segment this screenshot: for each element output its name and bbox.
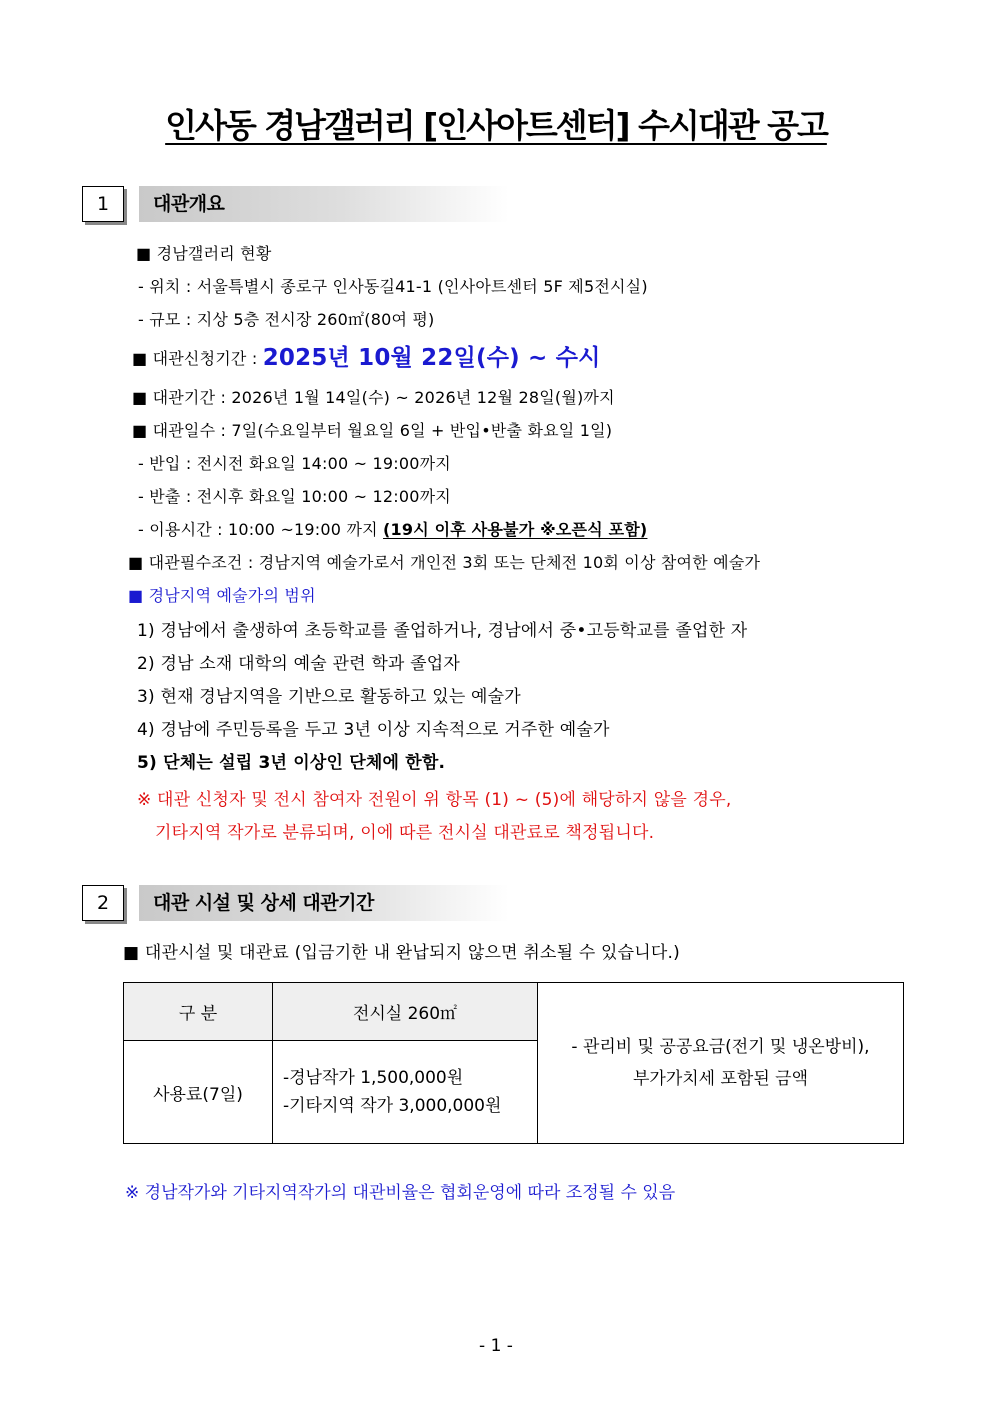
table-row-label: 사용료(7일) — [124, 1041, 273, 1144]
rental-days-line: ■ 대관일수 : 7일(수요일부터 월요일 6일 + 반입•반출 화요일 1일) — [132, 421, 613, 440]
fee-gyeongnam: -경남작가 1,500,000원 — [283, 1068, 464, 1088]
section-heading: 대관개요 — [139, 186, 509, 222]
scope-item: 3) 현재 경남지역을 기반으로 활동하고 있는 예술가 — [137, 687, 521, 707]
usage-hours-line — [138, 517, 647, 540]
page-number: - 1 - — [479, 1336, 513, 1356]
rental-period-line: ■ 대관기간 : 2026년 1월 14일(수) ~ 2026년 12월 28일(월)까지 — [132, 388, 615, 407]
apply-period-value: 2025년 10월 22일(수) ~ 수시 — [262, 345, 601, 371]
warning-line-1: ※ 대관 신청자 및 전시 참여자 전원이 위 항목 (1) ~ (5)에 해당하지 않을 경우, — [137, 790, 732, 810]
warning-line-2: 기타지역 작가로 분류되며, 이에 따른 전시실 대관료로 책정됩니다. — [155, 823, 655, 843]
fee-other-region: -기타지역 작가 3,000,000원 — [283, 1096, 502, 1116]
table-remark-line: 부가가치세 포함된 금액 — [632, 1069, 809, 1089]
scope-item: 4) 경남에 주민등록을 두고 3년 이상 지속적으로 거주한 예술가 — [137, 720, 610, 740]
fee-note: ※ 경남작가와 기타지역작가의 대관비율은 협회운영에 따라 조정될 수 있음 — [125, 1183, 676, 1203]
table-fee-cell — [273, 1041, 538, 1144]
page-title: 인사동 경남갤러리 [인사아트센터] 수시대관 공고 — [165, 106, 827, 145]
table-header-category: 구 분 — [124, 983, 273, 1041]
table-remark-cell — [538, 983, 904, 1144]
facility-line: ■ 대관시설 및 대관료 (입금기한 내 완납되지 않으면 취소될 수 있습니다.) — [123, 943, 680, 963]
scale-line: - 규모 : 지상 5층 전시장 260㎡(80여 평) — [138, 310, 435, 329]
section-number: 1 — [82, 186, 124, 222]
apply-period-line — [132, 338, 601, 371]
section-heading: 대관 시설 및 상세 대관기간 — [139, 885, 509, 921]
usage-hours-text: - 이용시간 : 10:00 ~19:00 까지 — [138, 520, 384, 539]
requirement-line: ■ 대관필수조건 : 경남지역 예술가로서 개인전 3회 또는 단체전 10회 이상 참여한 예술가 — [128, 553, 761, 572]
apply-period-label: ■ 대관신청기간 : — [132, 349, 263, 368]
location-line: - 위치 : 서울특별시 종로구 인사동길41-1 (인사아트센터 5F 제5전시실) — [138, 277, 648, 296]
scope-item: 2) 경남 소재 대학의 예술 관련 학과 졸업자 — [137, 654, 461, 674]
section-number: 2 — [82, 885, 124, 921]
section-1-header — [82, 186, 512, 224]
fee-table — [123, 982, 904, 1144]
scope-heading: ■ 경남지역 예술가의 범위 — [128, 586, 316, 605]
gallery-status-heading: ■ 경남갤러리 현황 — [136, 244, 272, 263]
table-remark-line: - 관리비 및 공공요금(전기 및 냉온방비), — [571, 1037, 870, 1057]
usage-hours-note: (19시 이후 사용불가 ※오픈식 포함) — [383, 520, 648, 539]
scope-item: 5) 단체는 설립 3년 이상인 단체에 한함. — [137, 753, 446, 773]
section-2-header — [82, 885, 512, 923]
scope-item: 1) 경남에서 출생하여 초등학교를 졸업하거나, 경남에서 중•고등학교를 졸업한 자 — [137, 621, 748, 641]
load-out-line: - 반출 : 전시후 화요일 10:00 ~ 12:00까지 — [138, 487, 451, 506]
load-in-line: - 반입 : 전시전 화요일 14:00 ~ 19:00까지 — [138, 454, 451, 473]
table-header-room: 전시실 260㎡ — [273, 983, 538, 1041]
